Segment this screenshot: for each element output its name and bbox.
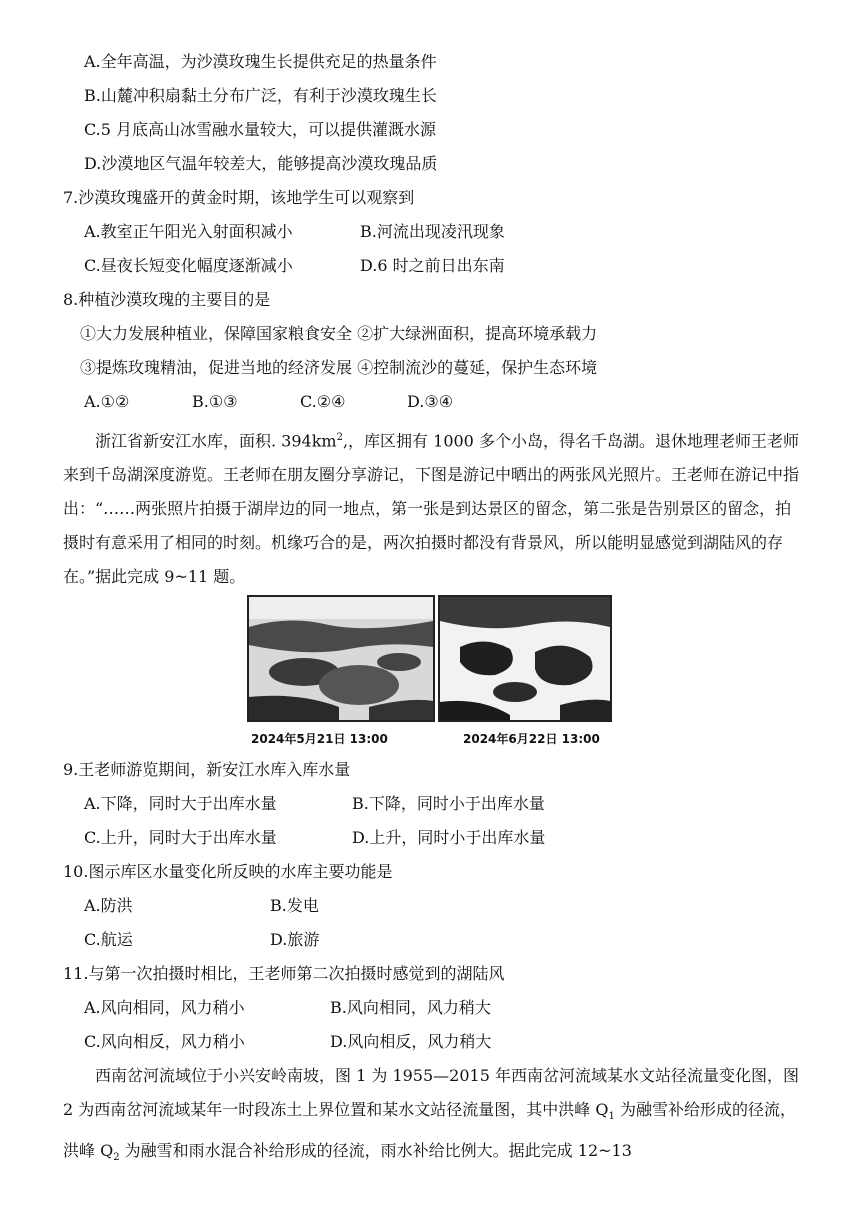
q8-statements-1: ①大力发展种植业，保障国家粮食安全 ②扩大绿洲面积，提高环境承载力 [80,324,598,343]
q7-option-c: C.昼夜长短变化幅度逐渐减小 [84,256,293,275]
q8-option-d: D.③④ [407,392,454,411]
q6-option-d: D.沙漠地区气温年较差大，能够提高沙漠玫瑰品质 [84,154,438,173]
photo-caption-1: 2024年5月21日 13:00 [251,732,388,746]
lake-photo-first [247,595,435,722]
q10-option-d: D.旅游 [270,930,320,949]
q11-option-a: A.风向相同，风力稍小 [84,998,245,1017]
q10-stem: 10.图示库区水量变化所反映的水库主要功能是 [63,862,393,881]
q7-stem: 7.沙漠玫瑰盛开的黄金时期，该地学生可以观察到 [63,188,415,207]
q6-option-a: A.全年高温，为沙漠玫瑰生长提供充足的热量条件 [84,52,437,71]
q7-option-d: D.6 时之前日出东南 [360,256,505,275]
q8-stem: 8.种植沙漠玫瑰的主要目的是 [63,290,271,309]
q8-option-a: A.①② [84,392,130,411]
q9-option-a: A.下降，同时大于出库水量 [84,794,277,813]
q9-stem: 9.王老师游览期间，新安江水库入库水量 [63,760,351,779]
q9-option-b: B.下降，同时小于出库水量 [352,794,545,813]
q10-option-b: B.发电 [270,896,319,915]
q7-option-a: A.教室正午阳光入射面积减小 [84,222,293,241]
q8-option-b: B.①③ [192,392,238,411]
passage-qiandao-lake: 浙江省新安江水库，面积. $394km^2$,，库区拥有 1000 多个小岛，得名千岛湖。退休地理老师王老师来到千岛湖深度游览。王老师在朋友圈分享游记，下图是游记中晒出的两张风光照片。王老师在游记中指出：“……两张照片拍摄于湖岸边的同一地点，第一张是到达景区的留念，第二张是告别景区的留念，拍摄时有意采用了相同的时刻。机缘巧合的是，两次拍摄时都没有背景风，所以能明显感觉到湖陆风的存在。”据此完成 9~11 题。 [63,431,800,587]
q11-option-d: D.风向相反，风力稍大 [330,1032,492,1051]
q11-stem: 11.与第一次拍摄时相比，王老师第二次拍摄时感觉到的湖陆风 [63,964,505,983]
lake-photo-second [438,595,612,722]
passage-xinan-river: 西南岔河流域位于小兴安岭南坡，图 1 为 1955—2015 年西南岔河流域某水文站径流量变化图，图 2 为西南岔河流域某年一时段冻土上界位置和某水文站径流量图，其中洪峰 $Q_1$ 为融雪补给形成的径流，洪峰 $Q_2$ 为融雪和雨水混合补给形成的径流，雨水补给比例大。据此完成 12~13 [63,1066,799,1164]
q6-option-b: B.山麓冲积扇黏土分布广泛，有利于沙漠玫瑰生长 [84,86,437,105]
q10-option-a: A.防洪 [84,896,133,915]
q8-statements-2: ③提炼玫瑰精油，促进当地的经济发展 ④控制流沙的蔓延，保护生态环境 [80,358,598,377]
q7-option-b: B.河流出现凌汛现象 [360,222,505,241]
q9-option-d: D.上升，同时小于出库水量 [352,828,546,847]
q10-option-c: C.航运 [84,930,133,949]
photo-caption-2: 2024年6月22日 13:00 [463,732,600,746]
q6-option-c: C.5 月底高山冰雪融水量较大，可以提供灌溉水源 [84,120,437,139]
q11-option-b: B.风向相同，风力稍大 [330,998,491,1017]
q9-option-c: C.上升，同时大于出库水量 [84,828,277,847]
q11-option-c: C.风向相反，风力稍小 [84,1032,245,1051]
q8-option-c: C.②④ [300,392,346,411]
